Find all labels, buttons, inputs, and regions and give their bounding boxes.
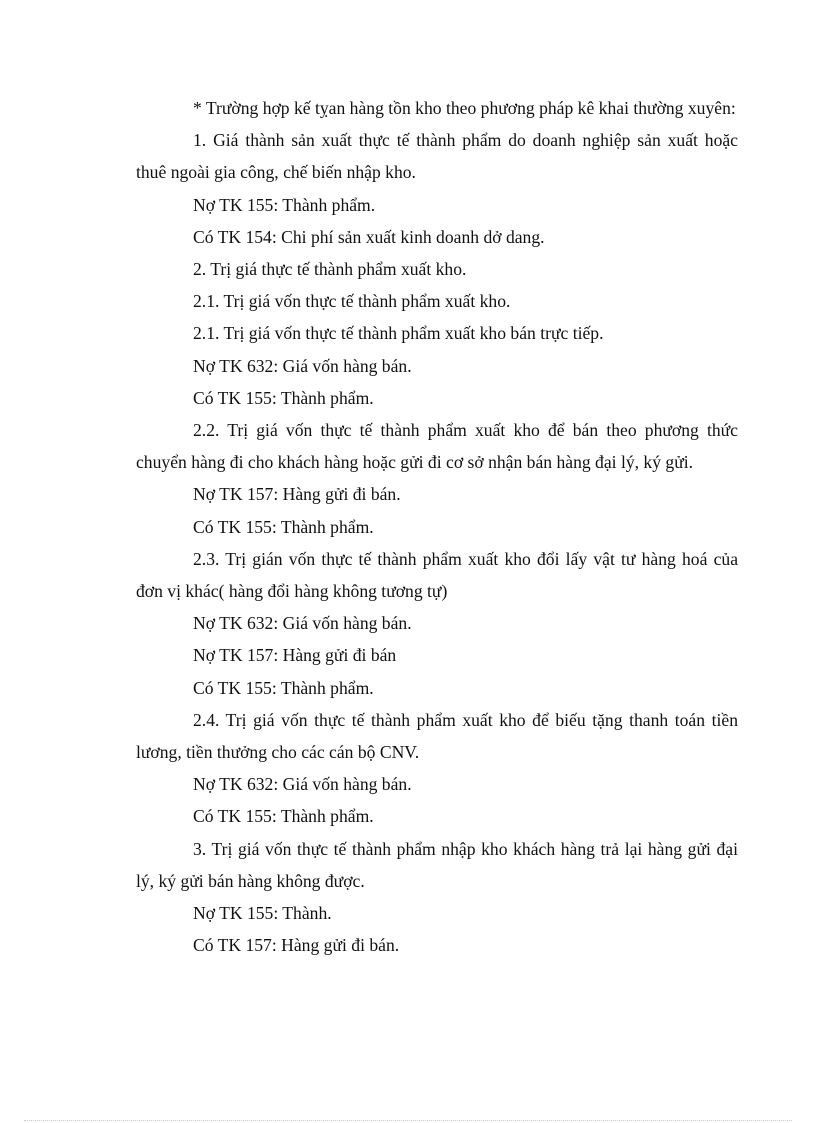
entry-credit-157: Có TK 157: Hàng gửi đi bán. [193,935,400,956]
item-2-1-direct-sale: 2.1. Trị giá vốn thực tế thành phẩm xuất kho bán trực tiếp. [193,323,604,344]
entry-credit-155: Có TK 155: Thành phẩm. [193,806,374,827]
entry-debit-155: Nợ TK 155: Thành phẩm. [193,194,376,215]
entry-debit-157: Nợ TK 157: Hàng gửi đi bán [193,645,397,666]
entry-debit-632: Nợ TK 632: Giá vốn hàng bán. [193,355,412,376]
entry-debit-632: Nợ TK 632: Giá vốn hàng bán. [193,613,412,634]
entry-debit-157: Nợ TK 157: Hàng gửi đi bán. [193,484,401,505]
item-2-1-heading: 2.1. Trị giá vốn thực tế thành phẩm xuất kho. [193,291,511,312]
document-body [136,92,738,961]
entry-credit-155: Có TK 155: Thành phẩm. [193,516,374,537]
paragraph-item-2-4: 2.4. Trị giá vốn thực tế thành phẩm xuất kho để biếu tặng thanh toán tiền lương, tiền thưởng cho các cán bộ CNV. [136,709,738,763]
page-bottom-divider [24,1120,792,1121]
entry-credit-155: Có TK 155: Thành phẩm. [193,387,374,408]
paragraph-item-2-2: 2.2. Trị giá vốn thực tế thành phẩm xuất kho để bán theo phương thức chuyển hàng đi cho khách hàng hoặc gửi đi cơ sở nhận bán hàng đại lý, ký gửi. [136,420,738,473]
paragraph-item-3: 3. Trị giá vốn thực tế thành phẩm nhập kho khách hàng trả lại hàng gửi đại lý, ký gửi bán hàng không được. [136,838,738,891]
entry-debit-632: Nợ TK 632: Giá vốn hàng bán. [193,774,412,795]
entry-credit-155: Có TK 155: Thành phẩm. [193,677,374,698]
paragraph-item-1: 1. Giá thành sản xuất thực tế thành phẩm do doanh nghiệp sản xuất hoặc thuê ngoài gia công, chế biến nhập kho. [136,130,738,183]
paragraph-case-heading: * Trường hợp kế tỵan hàng tồn kho theo phương pháp kê khai thường xuyên: [193,98,736,118]
item-2-heading: 2. Trị giá thực tế thành phẩm xuất kho. [193,259,467,280]
entry-credit-154: Có TK 154: Chi phí sản xuất kinh doanh dở dang. [193,226,545,247]
entry-debit-155: Nợ TK 155: Thành. [193,903,332,924]
paragraph-item-2-3: 2.3. Trị gián vốn thực tế thành phẩm xuất kho đổi lấy vật tư hàng hoá của đơn vị khác( hàng đổi hàng không tương tự) [136,548,738,602]
